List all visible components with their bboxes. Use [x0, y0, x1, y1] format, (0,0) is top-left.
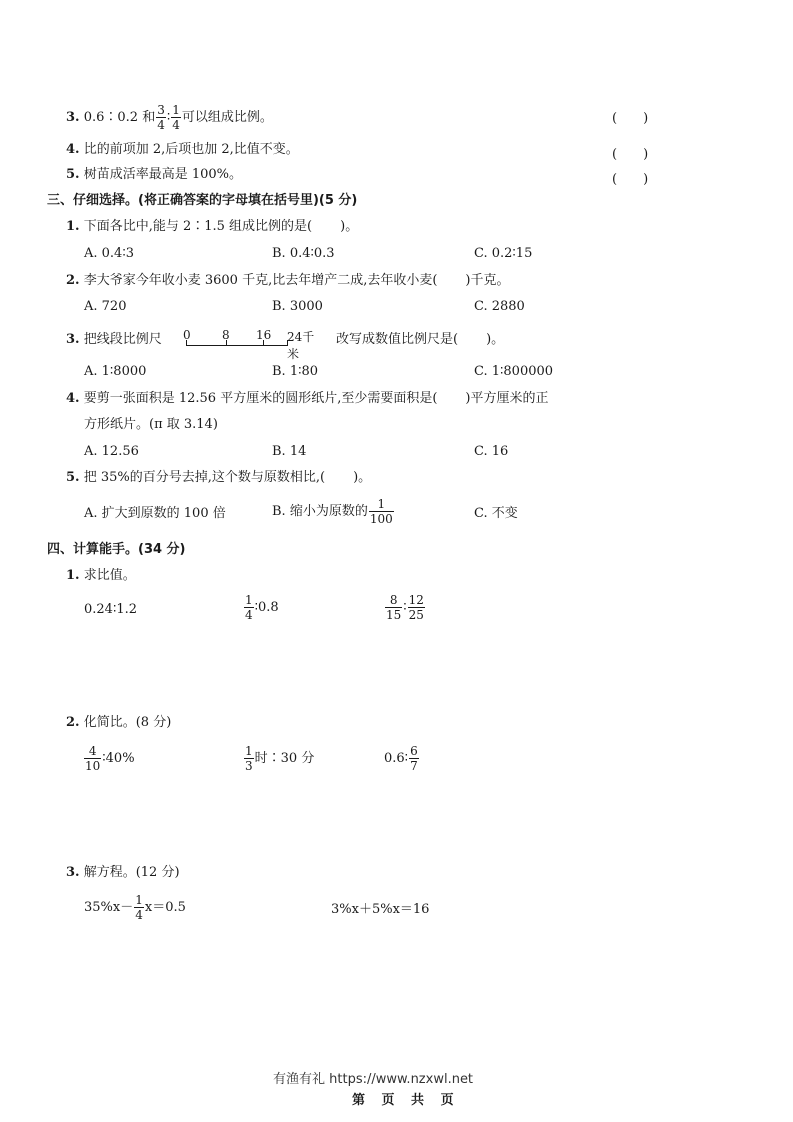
- footer-page-number: 第 页 共 页: [352, 1093, 460, 1108]
- question-number: 3.: [66, 332, 80, 347]
- judge-q3: [66, 104, 273, 131]
- question-text: 比的前项加 2,后项也加 2,比值不变。: [83, 142, 299, 157]
- question-number: 4.: [66, 391, 80, 406]
- question-text: 把 35%的百分号去掉,这个数与原数相比,(: [83, 470, 326, 485]
- ruler-label: 24千米: [287, 330, 315, 361]
- question-number: 5.: [66, 470, 80, 485]
- denominator: 7: [410, 759, 418, 773]
- option-b: B. 14: [272, 444, 307, 459]
- expression: 0.24∶1.2: [84, 602, 138, 617]
- option-b: B. 3000: [272, 299, 323, 314]
- expression-text: 0.6∶: [384, 751, 409, 766]
- option-a: A. 720: [84, 299, 127, 314]
- numerator: 12: [408, 593, 424, 607]
- question-text: 0.6∶0.2 和: [83, 110, 156, 125]
- choice-q3-tail: [336, 333, 504, 346]
- question-text: 把线段比例尺: [83, 332, 162, 347]
- expression-text: 时∶30 分: [254, 751, 315, 766]
- equation: 3%x＋5%x＝16: [331, 902, 430, 917]
- equation-text: 35%x－: [84, 900, 134, 915]
- option-b: B. 0.4∶0.3: [272, 246, 335, 261]
- numerator: 1: [369, 498, 394, 512]
- expression: [83, 745, 135, 772]
- question-number: 4.: [66, 142, 80, 157]
- option-c: C. 0.2∶15: [474, 246, 533, 261]
- question-number: 1.: [66, 219, 80, 234]
- denominator: 4: [172, 118, 180, 132]
- section-title: 四、计算能手。(34 分): [47, 542, 186, 557]
- question-text: )。: [486, 332, 505, 347]
- judge-q4: [66, 143, 299, 156]
- numerator: 1: [245, 744, 253, 758]
- question-number: 5.: [66, 167, 80, 182]
- expression: [384, 745, 420, 772]
- question-text: 李大爷家今年收小麦 3600 千克,比去年增产二成,去年收小麦(: [83, 273, 438, 288]
- numerator: 1: [172, 103, 180, 117]
- choice-q1: [66, 220, 358, 233]
- option-c: C. 2880: [474, 299, 525, 314]
- option-a: A. 1∶8000: [84, 364, 147, 379]
- question-text: 树苗成活率最高是 100%。: [83, 167, 243, 182]
- option-text: B. 缩小为原数的: [272, 504, 368, 519]
- option-c: C. 16: [474, 444, 509, 459]
- numerator: 4: [84, 745, 101, 759]
- section-title: 三、仔细选择。(将正确答案的字母填在括号里)(5 分): [47, 193, 358, 208]
- fraction: [408, 594, 425, 621]
- footer-website: 有渔有礼 https://www.nzxwl.net: [273, 1072, 474, 1087]
- numerator: 3: [157, 103, 165, 117]
- fraction: [369, 498, 394, 525]
- expression: [384, 594, 426, 621]
- fraction: [171, 104, 181, 131]
- fraction: [84, 745, 101, 772]
- question-number: 1.: [66, 568, 80, 583]
- question-text: 解方程。(12 分): [83, 865, 180, 880]
- question-text: 求比值。: [83, 568, 136, 583]
- denominator: 25: [408, 608, 424, 622]
- question-number: 2.: [66, 715, 80, 730]
- calc-q2-title: [66, 716, 171, 729]
- question-text: )千克。: [465, 273, 510, 288]
- equation-text: x＝0.5: [144, 900, 186, 915]
- question-text: 下面各比中,能与 2∶1.5 组成比例的是(: [83, 219, 313, 234]
- question-text: )。: [340, 219, 359, 234]
- judge-q5: [66, 168, 242, 181]
- expression: [243, 745, 314, 772]
- ruler-label: 8: [222, 328, 230, 342]
- question-number: 3.: [66, 110, 80, 125]
- fraction: [134, 894, 144, 921]
- fraction: [156, 104, 166, 131]
- choice-q2: [66, 274, 509, 287]
- fraction: [244, 745, 254, 772]
- question-text: 化简比。(8 分): [83, 715, 172, 730]
- calc-q1-title: [66, 569, 136, 582]
- option-c: C. 1∶800000: [474, 364, 554, 379]
- option-a: A. 12.56: [84, 444, 139, 459]
- ruler-baseline: [186, 340, 288, 346]
- option-b: B. 1∶80: [272, 364, 319, 379]
- ruler-label: 0: [183, 328, 191, 342]
- answer-parens[interactable]: ( ): [612, 172, 649, 187]
- question-text: )平方厘米的正: [465, 391, 549, 406]
- question-number: 3.: [66, 865, 80, 880]
- expression-text: ∶40%: [102, 751, 135, 766]
- numerator: 1: [245, 593, 253, 607]
- denominator: 3: [245, 759, 253, 773]
- ratio-colon: ∶: [166, 110, 171, 125]
- numerator: 1: [135, 893, 143, 907]
- line-scale-ruler: [183, 328, 316, 361]
- option-b: [272, 498, 395, 525]
- question-text-line2: 方形纸片。(π 取 3.14): [84, 417, 218, 432]
- question-text: 改写成数值比例尺是(: [336, 332, 459, 347]
- denominator: 4: [245, 608, 253, 622]
- denominator: 10: [85, 759, 101, 773]
- choice-q5: [66, 471, 371, 484]
- calc-q3-title: [66, 866, 180, 879]
- numerator: 6: [410, 744, 418, 758]
- question-number: 2.: [66, 273, 80, 288]
- expression-text: ∶0.8: [254, 600, 279, 615]
- denominator: 15: [386, 608, 402, 622]
- denominator: 100: [369, 512, 393, 526]
- question-text: 可以组成比例。: [181, 110, 273, 125]
- answer-parens[interactable]: ( ): [612, 147, 649, 162]
- numerator: 8: [385, 594, 402, 608]
- denominator: 4: [135, 908, 143, 922]
- fraction: [244, 594, 254, 621]
- choice-q3: [66, 333, 162, 346]
- choice-q4: [66, 392, 548, 405]
- denominator: 4: [157, 118, 165, 132]
- equation: [84, 894, 186, 921]
- question-text: )。: [353, 470, 372, 485]
- fraction: [385, 594, 402, 621]
- option-c: C. 不变: [474, 506, 518, 521]
- fraction: [409, 745, 419, 772]
- option-a: A. 0.4∶3: [84, 246, 134, 261]
- ruler-label: 16: [256, 328, 272, 342]
- answer-parens[interactable]: ( ): [612, 111, 649, 126]
- question-text: 要剪一张面积是 12.56 平方厘米的圆形纸片,至少需要面积是(: [83, 391, 438, 406]
- expression: [243, 594, 279, 621]
- option-a: A. 扩大到原数的 100 倍: [84, 506, 226, 521]
- ratio-colon: ∶: [403, 600, 407, 615]
